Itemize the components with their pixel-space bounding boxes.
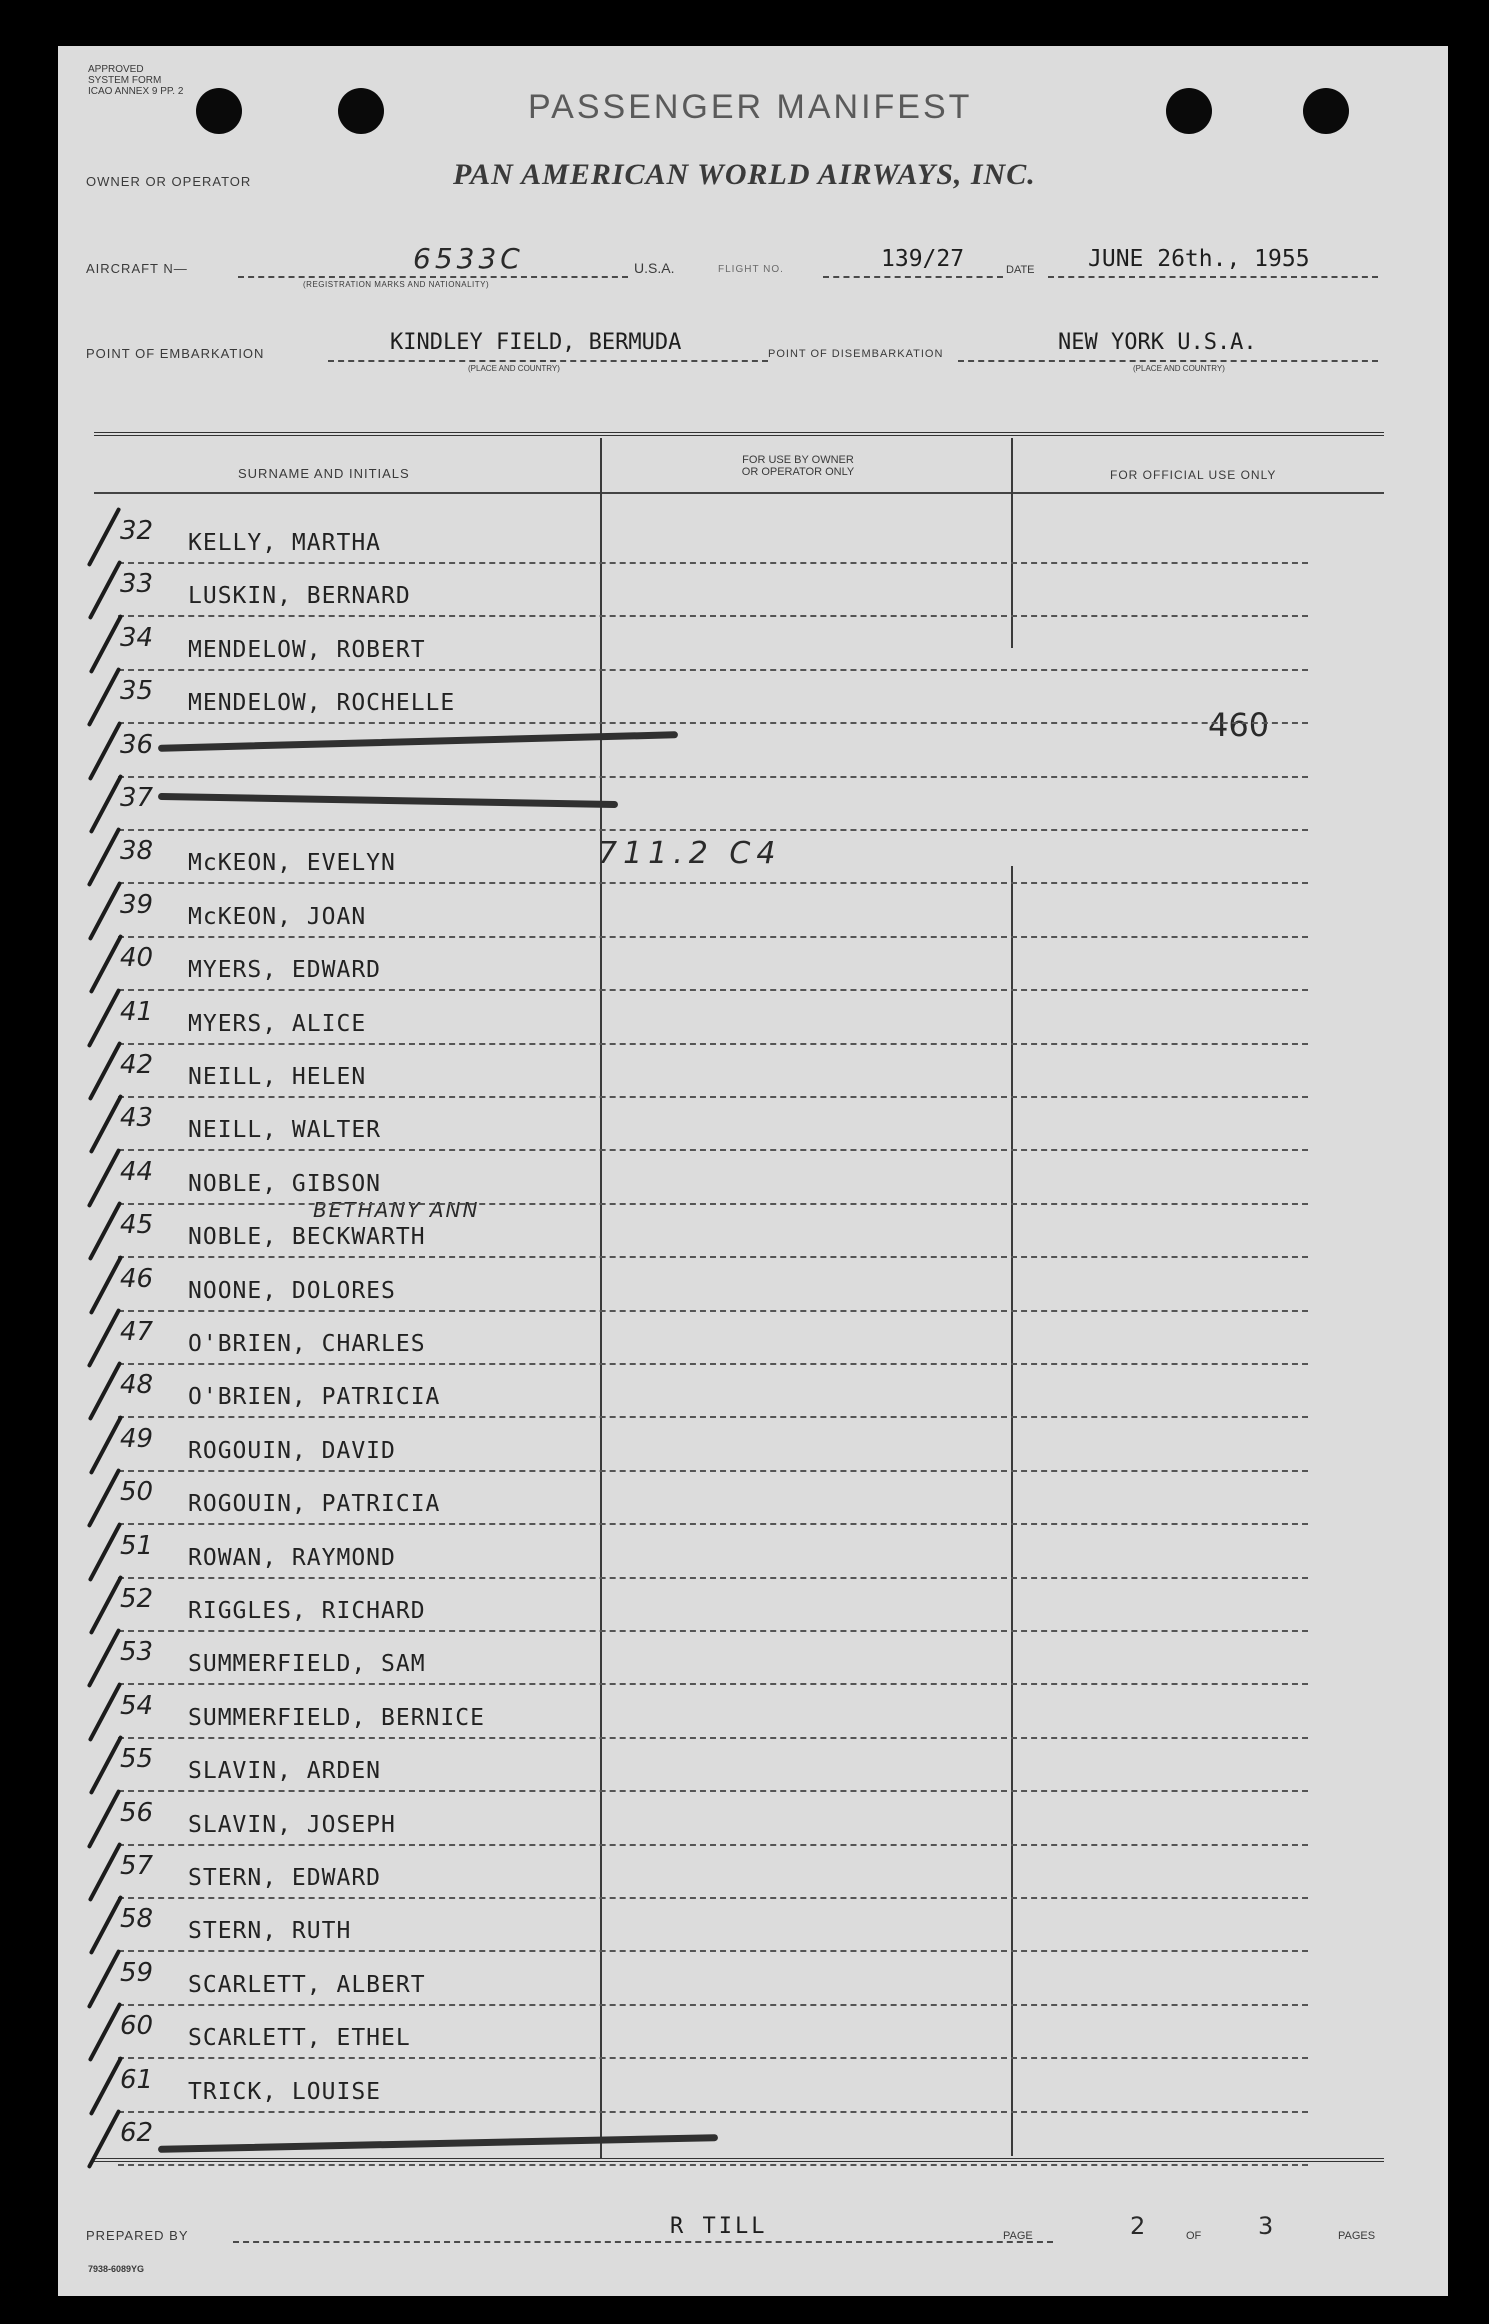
passenger-name: McKEON, JOAN [188, 904, 367, 930]
check-mark [89, 774, 124, 834]
date-label: DATE [1006, 264, 1035, 276]
passenger-name: NOBLE, GIBSON [188, 1171, 382, 1197]
col-official-header: FOR OFFICIAL USE ONLY [1110, 468, 1277, 482]
passenger-number: 37 [120, 783, 154, 813]
check-mark [89, 1415, 124, 1475]
check-mark [88, 560, 123, 620]
page-total: 3 [1258, 2212, 1274, 2240]
check-mark [87, 988, 122, 1048]
passenger-number: 43 [120, 1103, 154, 1133]
prepared-by-value: R TILL [670, 2214, 768, 2239]
passenger-name: NEILL, WALTER [188, 1117, 382, 1143]
passenger-name: ROGOUIN, PATRICIA [188, 1491, 441, 1517]
passenger-number: 38 [120, 836, 154, 866]
check-mark [87, 1949, 122, 2009]
check-mark [87, 1308, 122, 1368]
void-strike-37 [158, 793, 618, 808]
passenger-number: 47 [120, 1317, 154, 1347]
passenger-name: SCARLETT, ETHEL [188, 2025, 411, 2051]
check-mark [88, 1522, 123, 1582]
check-mark [87, 1628, 122, 1688]
passenger-name: NOONE, DOLORES [188, 1278, 396, 1304]
check-mark [89, 2056, 124, 2116]
passenger-name: ROGOUIN, DAVID [188, 1438, 396, 1464]
check-mark [89, 1895, 124, 1955]
aircraft-value: 6533C [413, 242, 524, 275]
check-mark [89, 934, 124, 994]
owner-label: OWNER OR OPERATOR [86, 174, 252, 189]
passenger-name: ROWAN, RAYMOND [188, 1545, 396, 1571]
registration-note: (REGISTRATION MARKS AND NATIONALITY) [303, 280, 490, 289]
check-mark [88, 1041, 123, 1101]
form-code: 7938-6089YG [88, 2264, 145, 2274]
passenger-name: STERN, RUTH [188, 1918, 352, 1944]
passenger-name: O'BRIEN, CHARLES [188, 1331, 426, 1357]
passenger-name: NOBLE, BECKWARTH [188, 1224, 426, 1250]
passenger-number: 61 [120, 2065, 154, 2095]
embark-place-note: (PLACE AND COUNTRY) [468, 364, 560, 373]
passenger-number: 55 [120, 1744, 154, 1774]
form-title: PASSENGER MANIFEST [528, 88, 973, 126]
check-mark [87, 667, 122, 727]
passenger-number: 52 [120, 1584, 154, 1614]
page-label: PAGE [1003, 2230, 1033, 2242]
passenger-name: TRICK, LOUISE [188, 2079, 382, 2105]
passenger-name: RIGGLES, RICHARD [188, 1598, 426, 1624]
embarkation-label: POINT OF EMBARKATION [86, 346, 265, 361]
passenger-number: 54 [120, 1691, 154, 1721]
passenger-name: NEILL, HELEN [188, 1064, 367, 1090]
flight-label: FLIGHT NO. [718, 264, 784, 275]
punch-hole-4 [1303, 88, 1349, 134]
check-mark [88, 1682, 123, 1742]
passenger-name: STERN, EDWARD [188, 1865, 382, 1891]
passenger-number: 56 [120, 1798, 154, 1828]
passenger-name: LUSKIN, BERNARD [188, 583, 411, 609]
check-mark [88, 2002, 123, 2062]
passenger-number: 50 [120, 1477, 154, 1507]
passenger-number: 58 [120, 1904, 154, 1934]
passenger-name: SUMMERFIELD, BERNICE [188, 1705, 485, 1731]
passenger-number: 35 [120, 676, 154, 706]
check-mark [89, 1255, 124, 1315]
passenger-number: 57 [120, 1851, 154, 1881]
check-mark [87, 1789, 122, 1849]
passenger-name: MYERS, EDWARD [188, 957, 382, 983]
check-mark [88, 721, 123, 781]
passenger-number: 45 [120, 1210, 154, 1240]
disembarkation-label: POINT OF DISEMBARKATION [768, 348, 944, 360]
passenger-number: 33 [120, 569, 154, 599]
passenger-number: 42 [120, 1050, 154, 1080]
passenger-number: 59 [120, 1958, 154, 1988]
passenger-name: McKEON, EVELYN [188, 850, 396, 876]
passenger-number: 49 [120, 1424, 154, 1454]
check-mark [88, 881, 123, 941]
passenger-number: 53 [120, 1637, 154, 1667]
col-surname-header: SURNAME AND INITIALS [238, 466, 410, 481]
passenger-name: SCARLETT, ALBERT [188, 1972, 426, 1998]
passenger-number: 62 [120, 2118, 154, 2148]
embarkation-value: KINDLEY FIELD, BERMUDA [390, 330, 682, 355]
owner-note: 711.2 C4 [598, 836, 782, 871]
usa-label: U.S.A. [634, 260, 675, 276]
manifest-page [58, 46, 1448, 2296]
pages-label: PAGES [1338, 2230, 1376, 2242]
aircraft-label: AIRCRAFT N— [86, 261, 188, 276]
prepared-by-label: PREPARED BY [86, 2228, 189, 2243]
passenger-name: MENDELOW, ROBERT [188, 637, 426, 663]
flight-number: 139/27 [881, 246, 965, 272]
check-mark [89, 614, 124, 674]
passenger-number: 44 [120, 1157, 154, 1187]
check-mark [88, 1842, 123, 1902]
passenger-number: 41 [120, 997, 154, 1027]
check-mark [88, 1201, 123, 1261]
void-strike-62 [158, 2134, 718, 2153]
passenger-name: SLAVIN, JOSEPH [188, 1812, 396, 1838]
check-mark [87, 1468, 122, 1528]
check-mark [89, 1094, 124, 1154]
passenger-name: MENDELOW, ROCHELLE [188, 690, 456, 716]
page-number: 2 [1130, 2212, 1146, 2240]
passenger-number: 60 [120, 2011, 154, 2041]
disembarkation-value: NEW YORK U.S.A. [1058, 330, 1257, 355]
punch-hole-2 [338, 88, 384, 134]
passenger-number: 46 [120, 1264, 154, 1294]
approved-note: APPROVED SYSTEM FORM ICAO ANNEX 9 PP. 2 [88, 64, 184, 97]
of-label: OF [1186, 2230, 1202, 2242]
punch-hole-3 [1166, 88, 1212, 134]
passenger-number: 32 [120, 516, 154, 546]
check-mark [87, 1148, 122, 1208]
passenger-name: SLAVIN, ARDEN [188, 1758, 382, 1784]
check-mark [87, 507, 122, 567]
company-name: PAN AMERICAN WORLD AIRWAYS, INC. [453, 158, 1036, 191]
col-owner-header: FOR USE BY OWNER OR OPERATOR ONLY [741, 454, 855, 478]
passenger-name: O'BRIEN, PATRICIA [188, 1384, 441, 1410]
passenger-number: 40 [120, 943, 154, 973]
check-mark [89, 1735, 124, 1795]
passenger-name: SUMMERFIELD, SAM [188, 1651, 426, 1677]
passenger-number: 34 [120, 623, 154, 653]
passenger-name: KELLY, MARTHA [188, 530, 382, 556]
passenger-name: MYERS, ALICE [188, 1011, 367, 1037]
check-mark [87, 827, 122, 887]
check-mark [89, 1575, 124, 1635]
date-value: JUNE 26th., 1955 [1088, 246, 1310, 272]
passenger-number: 51 [120, 1531, 154, 1561]
official-number: 460 [1208, 706, 1270, 744]
passenger-number: 48 [120, 1370, 154, 1400]
check-mark [88, 1361, 123, 1421]
passenger-number: 36 [120, 730, 154, 760]
noble-handwritten-note: BETHANY ANN [313, 1198, 480, 1222]
disembark-place-note: (PLACE AND COUNTRY) [1133, 364, 1225, 373]
passenger-number: 39 [120, 890, 154, 920]
